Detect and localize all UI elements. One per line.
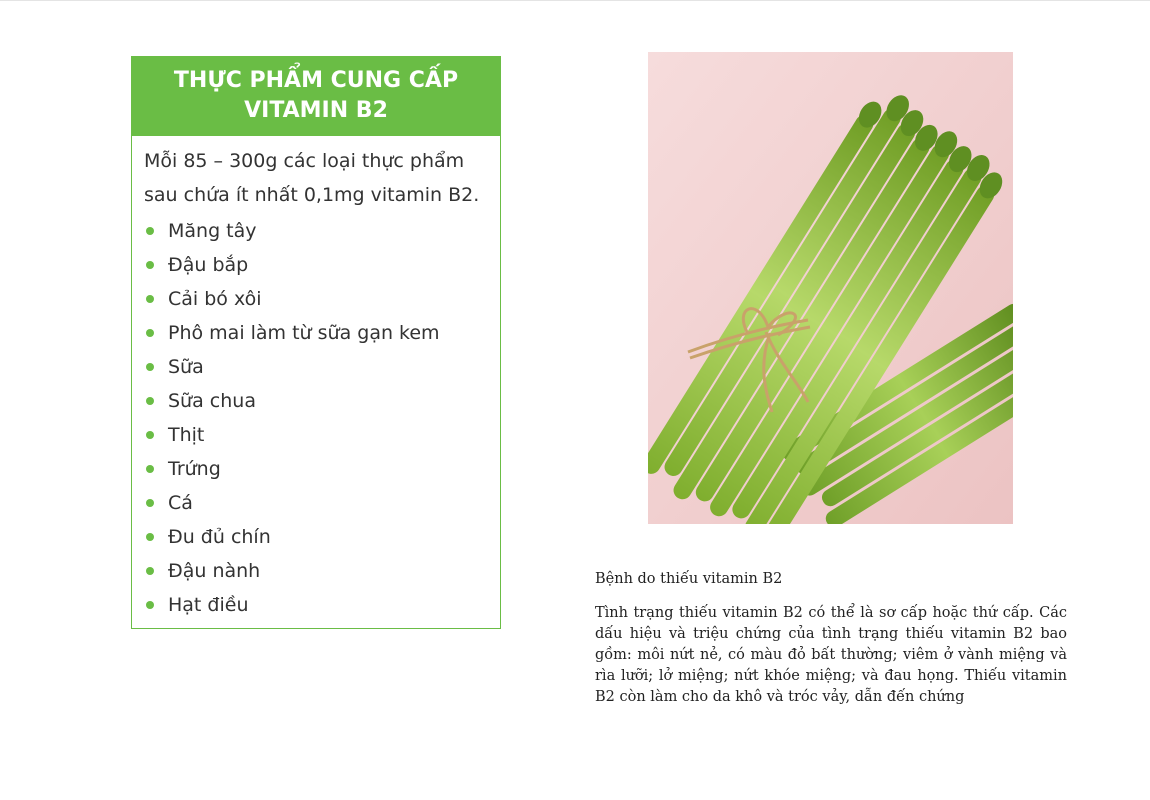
list-item [144, 418, 490, 452]
food-label: Đậu bắp [168, 254, 249, 276]
bullet-icon [146, 601, 154, 609]
list-item [144, 554, 490, 588]
food-label: Trứng [168, 458, 221, 480]
food-label: Thịt [168, 424, 205, 446]
list-item [144, 486, 490, 520]
asparagus-illustration [648, 52, 1013, 524]
list-item [144, 316, 490, 350]
food-label: Măng tây [168, 220, 257, 242]
box-intro: Mỗi 85 – 300g các loại thực phẩm sau chứa ít nhất 0,1mg vitamin B2. [144, 150, 480, 206]
bullet-icon [146, 465, 154, 473]
food-label: Cải bó xôi [168, 288, 262, 310]
list-item [144, 520, 490, 554]
bullet-icon [146, 227, 154, 235]
food-list [144, 214, 490, 622]
asparagus-photo [648, 52, 1013, 524]
bullet-icon [146, 567, 154, 575]
food-label: Sữa [168, 356, 204, 378]
list-item [144, 384, 490, 418]
bullet-icon [146, 295, 154, 303]
bullet-icon [146, 261, 154, 269]
bullet-icon [146, 363, 154, 371]
list-item [144, 282, 490, 316]
bullet-icon [146, 397, 154, 405]
food-label: Cá [168, 492, 193, 514]
box-title: THỰC PHẨM CUNG CẤP VITAMIN B2 [173, 68, 459, 123]
list-item [144, 452, 490, 486]
article-section [595, 569, 1067, 708]
list-item [144, 248, 490, 282]
food-label: Sữa chua [168, 390, 256, 412]
box-header [131, 56, 501, 136]
top-divider [0, 0, 1150, 1]
bullet-icon [146, 431, 154, 439]
bullet-icon [146, 533, 154, 541]
list-item [144, 214, 490, 248]
list-item [144, 350, 490, 384]
bullet-icon [146, 499, 154, 507]
box-body [132, 136, 500, 622]
article-body: Tình trạng thiếu vitamin B2 có thể là sơ cấp hoặc thứ cấp. Các dấu hiệu và triệu chứng của tình trạng thiếu vitamin B2 bao gồm: môi nứt nẻ, có màu đỏ bất thường; viêm ở vành miệng và rìa lưỡi; lở miệng; nứt khóe miệng; và đau họng. Thiếu vitamin B2 còn làm cho da khô và tróc vảy, dẫn đến chứng [595, 605, 1067, 705]
bullet-icon [146, 329, 154, 337]
food-label: Đậu nành [168, 560, 261, 582]
list-item [144, 588, 490, 622]
food-label: Phô mai làm từ sữa gạn kem [168, 322, 440, 344]
food-label: Đu đủ chín [168, 526, 271, 548]
vitamin-b2-food-box [131, 56, 501, 629]
article-heading: Bệnh do thiếu vitamin B2 [595, 571, 783, 587]
food-label: Hạt điều [168, 594, 249, 616]
